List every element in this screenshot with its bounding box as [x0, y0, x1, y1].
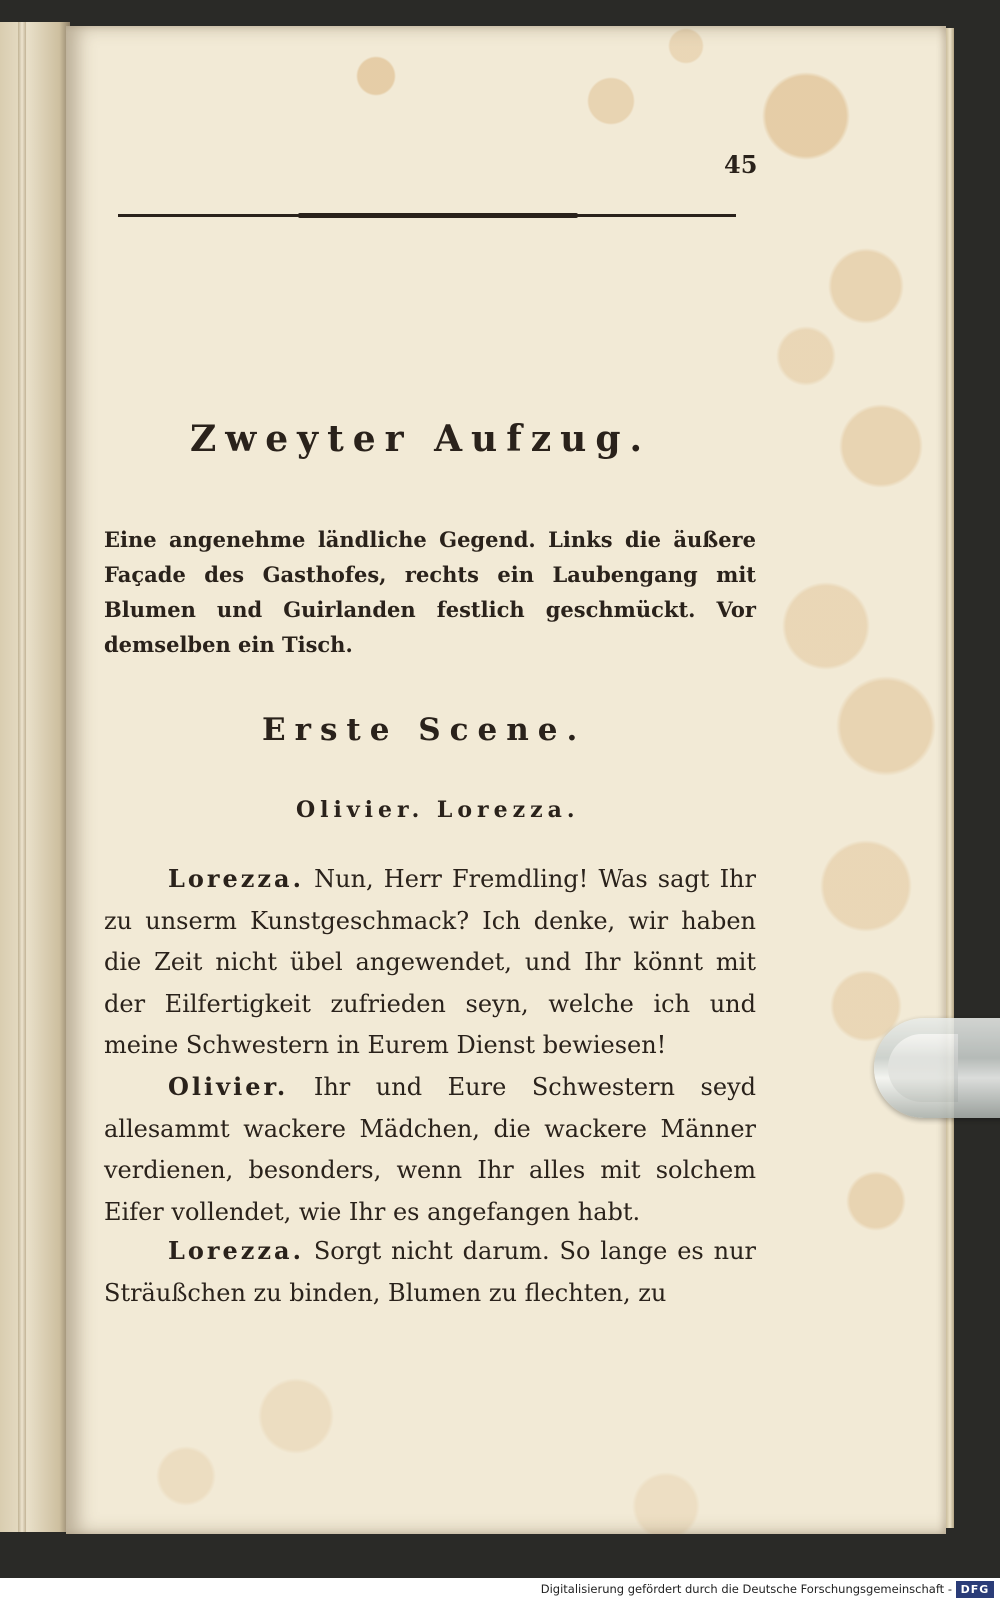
left-page-edge	[18, 22, 26, 1532]
dialogue-text: Sorgt nicht darum. So lange es nur Sträußchen zu binden, Blumen zu flechten, zu	[104, 1237, 756, 1307]
dfg-logo-icon: DFG	[956, 1581, 994, 1598]
scene-title: Erste Scene.	[262, 712, 587, 748]
speaker-name: Olivier.	[168, 1072, 289, 1101]
funding-credit: Digitalisierung gefördert durch die Deutsche Forschungsgemeinschaft -	[540, 1582, 952, 1596]
header-rule	[118, 214, 736, 217]
page-number: 45	[724, 150, 758, 179]
digitization-footer	[0, 1578, 1000, 1601]
page-holder-clip	[874, 1018, 1000, 1118]
speaker-name: Lorezza.	[168, 1236, 304, 1265]
dialogue-paragraph	[104, 1230, 756, 1314]
speaker-name: Lorezza.	[168, 864, 304, 893]
dialogue-text: Nun, Herr Fremdling! Was sagt Ihr zu unserm Kunstgeschmack? Ich denke, wir haben die Zeit nicht übel angewendet, und Ihr könnt mit der Eilfertigkeit zufrieden seyn, welche ich und meine Schwestern in Eurem Dienst bewiesen!	[104, 865, 756, 1059]
dialogue-text: Ihr und Eure Schwestern seyd allesammt wackere Mädchen, die wackere Männer verdienen, besonders, wenn Ihr alles mit solchem Eifer vollendet, wie Ihr es angefangen habt.	[104, 1073, 756, 1226]
adjacent-left-page	[0, 22, 70, 1532]
dialogue-paragraph	[104, 858, 756, 1067]
act-title: Zweyter Aufzug.	[190, 418, 652, 460]
dialogue-paragraph	[104, 1066, 756, 1233]
scene-characters: Olivier. Lorezza.	[296, 797, 580, 823]
stage-direction: Eine angenehme ländliche Gegend. Links die äußere Façade des Gasthofes, rechts ein Laubengang mit Blumen und Guirlanden festlich geschmückt. Vor demselben ein Tisch.	[104, 527, 756, 657]
page-stack-edge	[946, 28, 954, 1528]
